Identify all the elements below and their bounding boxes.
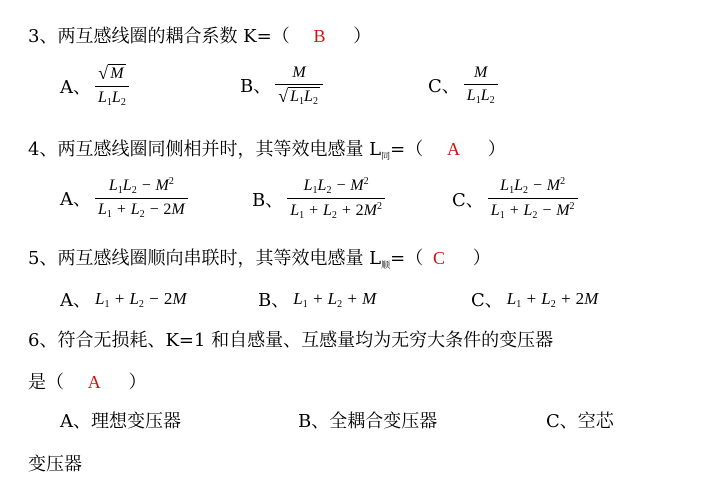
question-3 bbox=[28, 22, 371, 48]
option-label: B、 bbox=[252, 189, 284, 211]
fraction: $\frac{L_1L_2 - M^2}{L_1 + L_2 - 2M}$ bbox=[95, 176, 188, 220]
fraction: $\frac{L_1L_2 - M^2}{L_1 + L_2 - M^2}$ bbox=[488, 176, 578, 221]
option-label: A、 bbox=[60, 76, 91, 98]
q4-option-b bbox=[252, 176, 385, 221]
expression: $L_1 + L_2 + 2M$ bbox=[506, 288, 599, 310]
option-label: C、 bbox=[428, 75, 460, 97]
option-label: A、 bbox=[60, 189, 91, 210]
fraction: M √ $L_1L_2$ bbox=[275, 64, 323, 107]
q6-option-a: A、理想变压器 bbox=[60, 411, 181, 432]
question-3-close: ） bbox=[353, 26, 372, 47]
question-4 bbox=[28, 135, 506, 162]
option-label: C、 bbox=[471, 290, 503, 311]
q6-option-c-continued: 变压器 bbox=[28, 454, 82, 475]
option-label: B、 bbox=[240, 76, 272, 98]
question-6-text: 是（ bbox=[28, 372, 64, 393]
question-5-sub: 顺 bbox=[381, 261, 391, 271]
question-4-eq: =（ bbox=[390, 139, 424, 160]
question-6-line1: 6、符合无损耗、K=1 和自感量、互感量均为无穷大条件的变压器 bbox=[28, 330, 554, 351]
q3-option-a bbox=[60, 64, 129, 108]
question-4-close: ） bbox=[487, 139, 506, 160]
q5-option-b bbox=[258, 286, 376, 312]
q6-option-b: B、全耦合变压器 bbox=[298, 411, 438, 432]
question-6-answer: A bbox=[87, 372, 101, 392]
question-4-answer: A bbox=[446, 139, 460, 159]
question-5-close: ） bbox=[472, 248, 491, 269]
question-4-sub: 同 bbox=[381, 152, 391, 162]
question-6-close: ） bbox=[128, 372, 147, 393]
q3-option-c bbox=[428, 64, 498, 106]
question-4-text: 4、两互感线圈同侧相并时，其等效电感量 L bbox=[28, 139, 382, 160]
question-3-answer: B bbox=[313, 26, 326, 46]
option-label: C、 bbox=[452, 189, 484, 211]
fraction: $\frac{M}{L_1L_2}$ bbox=[464, 64, 498, 106]
fraction: $\frac{L_1L_2 - M^2}{L_1 + L_2 + 2M^2}$ bbox=[287, 176, 385, 221]
q3-option-b bbox=[240, 64, 323, 107]
option-label: A、 bbox=[60, 290, 91, 311]
q4-option-c bbox=[452, 176, 578, 221]
q5-option-c bbox=[471, 286, 598, 312]
question-6-line2 bbox=[28, 368, 146, 394]
fraction: √ M $L_1L_2$ bbox=[95, 64, 129, 108]
question-5 bbox=[28, 244, 491, 271]
q5-option-a bbox=[60, 286, 187, 312]
question-5-eq: =（ bbox=[390, 248, 424, 269]
q4-option-a bbox=[60, 176, 188, 220]
q6-option-c: C、空芯 bbox=[546, 411, 614, 432]
expression: $L_1 + L_2 - 2M$ bbox=[95, 288, 187, 310]
question-5-answer: C bbox=[432, 248, 445, 268]
expression: $L_1 + L_2 + M$ bbox=[293, 288, 377, 310]
option-label: B、 bbox=[258, 290, 290, 311]
question-5-text: 5、两互感线圈顺向串联时，其等效电感量 L bbox=[28, 248, 382, 269]
question-3-text: 3、两互感线圈的耦合系数 K=（ bbox=[28, 26, 290, 47]
